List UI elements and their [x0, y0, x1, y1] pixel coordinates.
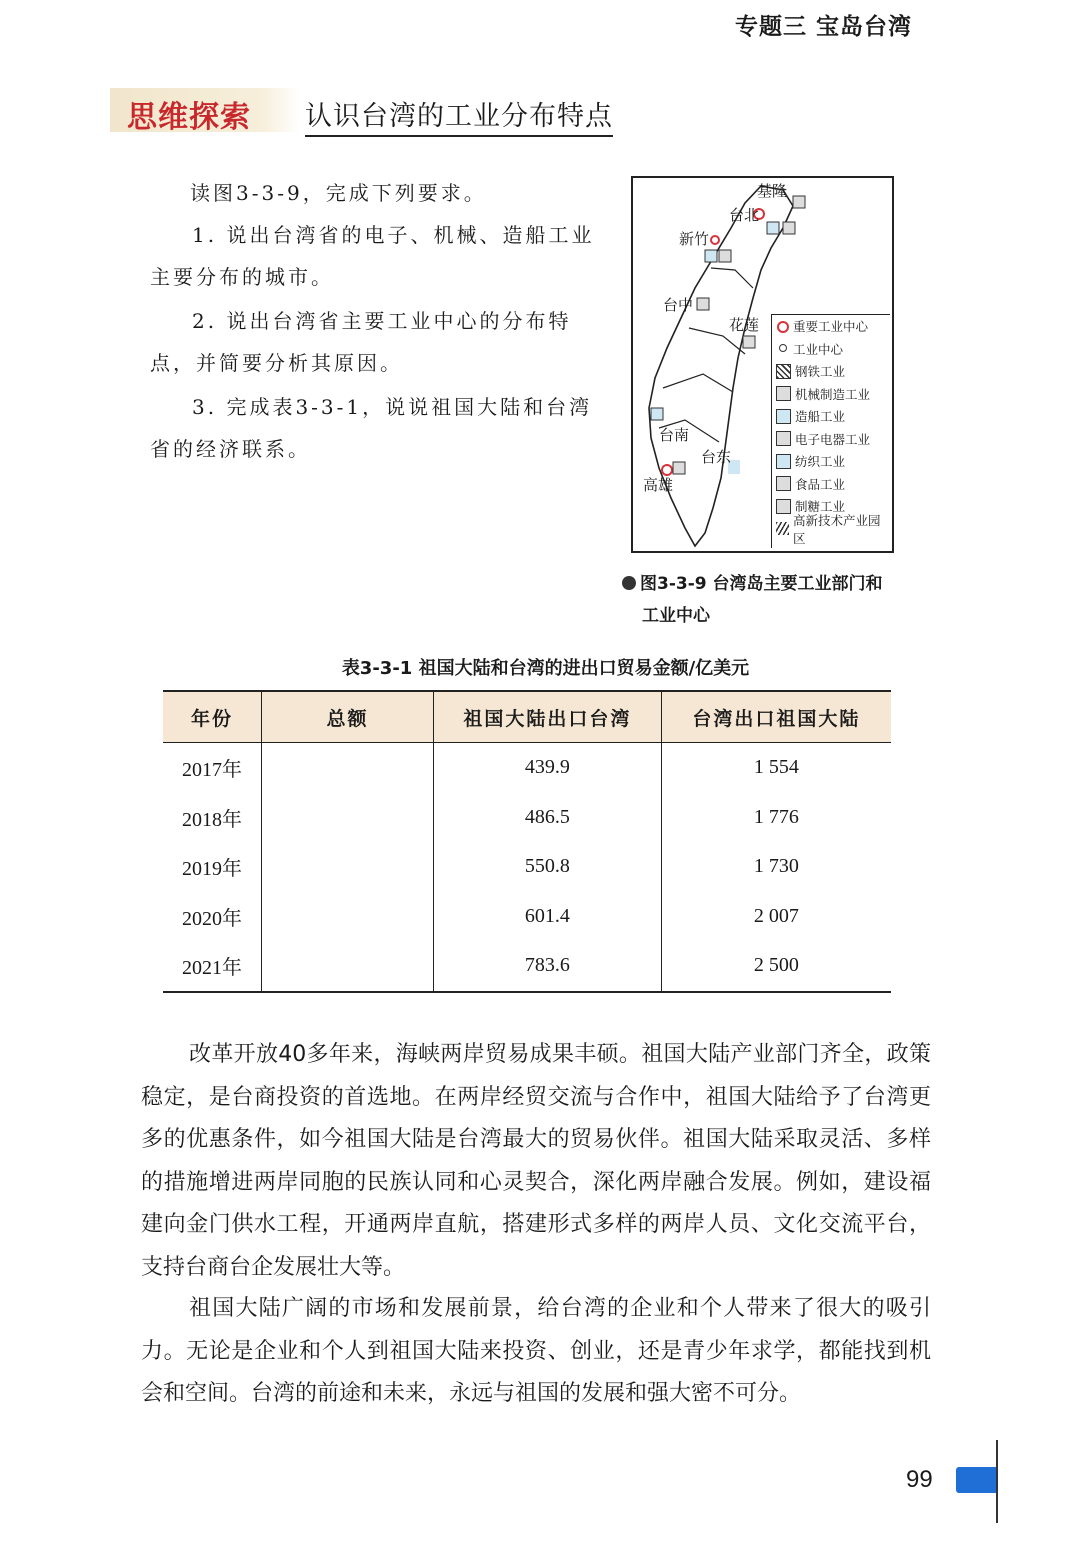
table-header: 年份 — [163, 691, 261, 743]
task-item-3: 3. 完成表3-3-1，说说祖国大陆和台湾省的经济联系。 — [150, 395, 593, 461]
export-to-mainland-cell: 1 554 — [661, 743, 891, 793]
table-row — [163, 941, 891, 992]
table-header: 祖国大陆出口台湾 — [434, 691, 662, 743]
xinzhu-marker — [711, 236, 719, 244]
paragraph-2: 祖国大陆广阔的市场和发展前景，给台湾的企业和个人带来了很大的吸引力。无论是企业和个人到祖国大陆来投资、创业，还是青少年求学，都能找到机会和空间。台湾的前途和未来，永远与祖国的发展和强大密不可分。 — [141, 1296, 931, 1406]
city-taidong: 台东 — [701, 448, 732, 466]
export-to-taiwan-cell: 783.6 — [434, 941, 662, 992]
city-jilong: 基隆 — [757, 182, 788, 200]
taiwan-industry-map — [631, 176, 894, 553]
food-icon — [776, 476, 791, 491]
export-to-taiwan-cell: 439.9 — [434, 743, 662, 793]
topic-header: 专题三 宝岛台湾 — [735, 14, 913, 40]
hightech-park-icon — [776, 522, 789, 535]
total-cell — [261, 743, 433, 793]
page-number: 99 — [906, 1466, 933, 1493]
trade-table — [163, 690, 891, 993]
page-edge-line — [996, 1440, 998, 1523]
city-tainan: 台南 — [659, 426, 690, 444]
page-tab-marker — [956, 1467, 996, 1493]
legend-item: 食品工业 — [772, 473, 890, 496]
city-xinzhu: 新竹 — [679, 230, 710, 248]
table-header: 总额 — [261, 691, 433, 743]
legend-item: 机械制造工业 — [772, 383, 890, 406]
legend-item: 制糖工业 — [772, 495, 890, 518]
figure-bullet-icon — [622, 576, 636, 590]
table-row — [163, 842, 891, 892]
legend-item: 钢铁工业 — [772, 360, 890, 383]
explore-title: 认识台湾的工业分布特点 — [305, 94, 613, 137]
total-cell — [261, 842, 433, 892]
legend-item: 纺织工业 — [772, 450, 890, 473]
sugar-icon — [776, 499, 791, 514]
table-row — [163, 892, 891, 942]
export-to-taiwan-cell: 486.5 — [434, 793, 662, 843]
export-to-taiwan-cell: 601.4 — [434, 892, 662, 942]
city-gaoxiong: 高雄 — [643, 476, 674, 494]
city-taibei: 台北 — [729, 206, 760, 224]
table-row — [163, 743, 891, 793]
table-title: 表3-3-1 祖国大陆和台湾的进出口贸易金额/亿美元 — [341, 658, 750, 679]
legend-item: 工业中心 — [772, 338, 890, 361]
table-row — [163, 793, 891, 843]
center-icon — [776, 342, 789, 355]
textile-icon — [776, 454, 791, 469]
city-hualian: 花莲 — [729, 316, 760, 334]
legend-item: 电子电器工业 — [772, 428, 890, 451]
export-to-mainland-cell: 1 730 — [661, 842, 891, 892]
steel-icon — [776, 364, 791, 379]
task-item-1: 1. 说出台湾省的电子、机械、造船工业主要分布的城市。 — [150, 223, 595, 289]
legend-item: 造船工业 — [772, 405, 890, 428]
year-cell: 2018年 — [181, 808, 242, 831]
total-cell — [261, 941, 433, 992]
export-to-taiwan-cell: 550.8 — [434, 842, 662, 892]
machinery-icon — [776, 386, 791, 401]
export-to-mainland-cell: 2 500 — [661, 941, 891, 992]
year-cell: 2017年 — [181, 759, 242, 782]
legend-item: 重要工业中心 — [772, 315, 890, 338]
export-to-mainland-cell: 1 776 — [661, 793, 891, 843]
shipbuilding-icon — [776, 409, 791, 424]
task-item-2: 2. 说出台湾省主要工业中心的分布特点，并简要分析其原因。 — [150, 309, 572, 375]
city-taizhong: 台中 — [663, 296, 694, 314]
year-cell: 2020年 — [181, 907, 242, 930]
year-cell: 2019年 — [181, 858, 242, 881]
paragraph-1: 改革开放40多年来，海峡两岸贸易成果丰硕。祖国大陆产业部门齐全，政策稳定，是台商投资的首选地。在两岸经贸交流与合作中，祖国大陆给予了台湾更多的优惠条件，如今祖国大陆是台湾最大的贸易伙伴。祖国大陆采取灵活、多样的措施增进两岸同胞的民族认同和心灵契合，深化两岸融合发展。例如，建设福建向金门供水工程，开通两岸直航，搭建形式多样的两岸人员、文化交流平台，支持台商台企发展壮大等。 — [141, 1042, 931, 1280]
table-header: 台湾出口祖国大陆 — [661, 691, 891, 743]
year-cell: 2021年 — [163, 941, 261, 992]
legend-item: 高新技术产业园区 — [772, 518, 890, 541]
total-cell — [261, 793, 433, 843]
figure-caption: 图3-3-9 台湾岛主要工业部门和 工业中心 — [622, 568, 912, 632]
electronics-icon — [776, 431, 791, 446]
total-cell — [261, 892, 433, 942]
major-center-icon — [776, 320, 789, 333]
explore-label: 思维探索 — [127, 100, 251, 135]
map-legend — [771, 314, 890, 548]
export-to-mainland-cell: 2 007 — [661, 892, 891, 942]
task-intro: 读图3-3-9，完成下列要求。 — [190, 181, 487, 205]
